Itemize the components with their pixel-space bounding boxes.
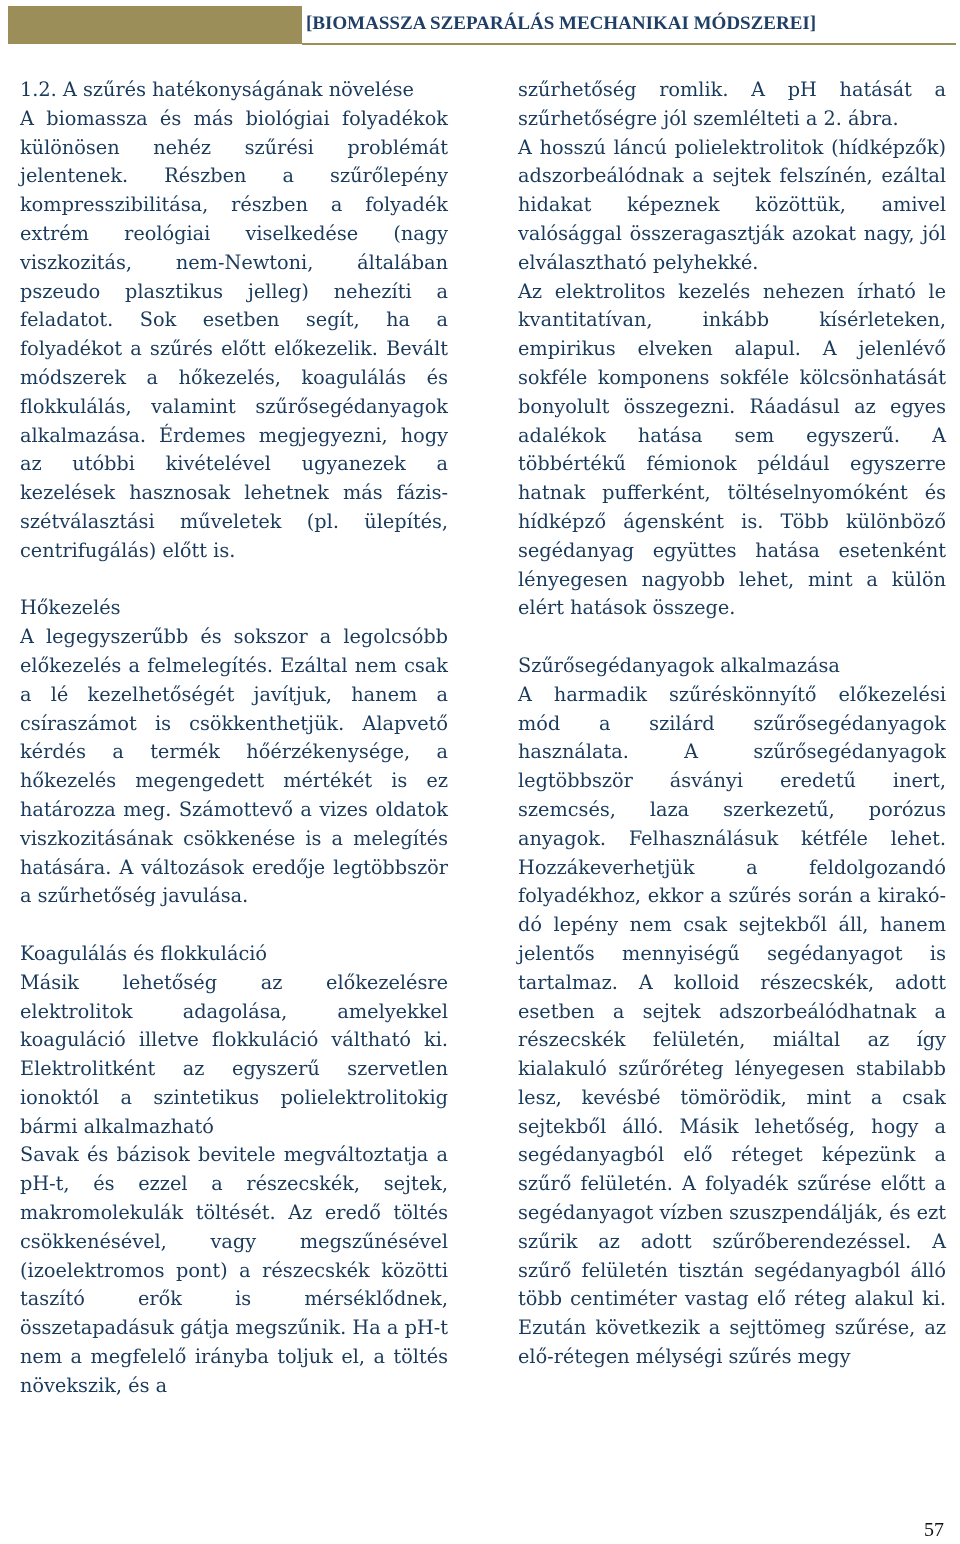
coagulation-paragraph-1: Másik lehetőség az előkezelésre elektrolitok adagolása, amelyekkel koaguláció illetve flokkuláció váltható ki. Elektrolitként az egyszerű szervetlen ionoktól a szintetikus polielektrolitokig bármi alkalmazható (20, 970, 448, 1138)
paragraph-spacer (20, 566, 448, 595)
running-header-title: [BIOMASSZA SZEPARÁLÁS MECHANIKAI MÓDSZEREI] (306, 13, 817, 34)
paragraph-spacer (20, 911, 448, 940)
right-column (518, 76, 946, 1372)
heat-treatment-paragraph: A legegyszerűbb és sokszor a legolcsóbb előkezelés a felmelegítés. Ezáltal nem csak a lé kezelhetőségét javítjuk, hanem a csíraszámot is csökkenthetjük. Alapvető kérdés a termék hőérzékenysége, a hőkezelés megengedett mértékét is ez határozza meg. Számottevő a vizes oldatok viszkozitásának csökkenése is a melegítés hatására. A változások eredője legtöbbször a szűrhetőség javulása. (20, 625, 448, 908)
intro-paragraph: A biomassza és más biológiai folyadékok különösen nehéz szűrési problémát jelentenek. Részben a szűrőlepény kompresszibilitása, részben a folyadék extrém reológiai viselkedése (nagy viszkozitás, nem-Newtoni, általában pszeudo plasztikus jelleg) nehezíti a feladatot. Sok esetben segít, ha a folyadékot a szűrés előtt előkezelik. Bevált módszerek a hőkezelés, koagulálás és flokkulálás, valamint szűrősegédanyagok alkalmazása. Érdemes megjegyezni, hogy az utóbbi kivételével ugyanezek a kezelések hasznosak lehetnek más fázis-szétválasztási műveletek (pl. ülepítés, centrifugálás) előtt is. (20, 106, 448, 562)
left-column (20, 76, 448, 1401)
coagulation-paragraph-2: Savak és bázisok bevitele megváltoztatja a pH-t, és ezzel a részecskék, sejtek, makromolekulák töltését. Az eredő töltés csökkenésével, vagy megszűnésével (izoelektromos pont) a részecskék közötti taszító erők is mérséklődnek, összetapadásuk gátja megszűnik. Ha a pH-t nem a megfelelő irányba toljuk el, a töltés növekszik, és a (20, 1143, 448, 1397)
paragraph-spacer (518, 623, 946, 652)
filter-aid-heading: Szűrősegédanyagok alkalmazása (518, 653, 840, 677)
page-number: 57 (924, 1519, 944, 1541)
header-accent-bar (8, 6, 302, 44)
polyelectrolyte-paragraph: A hosszú láncú polielektrolitok (hídképzők) adszorbeálódnak a sejtek felszínén, ezáltal hidakat képeznek közöttük, amivel valósággal összeragasztják azokat nagy, jól elválasztható pelyhekké. (518, 135, 946, 274)
coagulation-heading: Koagulálás és flokkuláció (20, 941, 268, 965)
filter-aid-paragraph: A harmadik szűréskönnyítő előkezelési mód a szilárd szűrősegédanyagok használata. A szűrősegédanyagok legtöbbször ásványi eredetű inert, szemcsés, laza szerkezetű, porózus anyagok. Felhasználásuk kétféle lehet. Hozzákeverhetjük a feldolgozandó folyadékhoz, ekkor a szűrés során a kirakó-dó lepény nem csak sejtekből áll, hanem jelentős mennyiségű segédanyagot is tartalmaz. A kolloid részecskék, adott esetben a sejtek adszorbeálódhatnak a részecskék felületén, miáltal az így kialakuló szűrőréteg lényegesen stabilabb lesz, kevésbé tömörödik, mint a csak sejtekből álló. Másik lehetőség, hogy a segédanyagból elő réteget képezünk a szűrő felületén. A folyadék szűrése előtt a segédanyagot vízben szuszpendálják, és ezt szűrik az adott szűrőberendezéssel. A szűrő felületén tisztán segédanyagból álló több centiméter vastag elő réteg alakul ki. Ezután következik a sejttömeg szűrése, az elő-rétegen mélységi szűrés megy (518, 682, 946, 1369)
header-underline (302, 43, 956, 45)
electrolyte-treatment-paragraph: Az elektrolitos kezelés nehezen írható le kvantitatívan, inkább kísérleteken, empirikus elveken alapul. A jelenlévő sokféle komponens sokféle kölcsönhatását bonyolult összegezni. Ráadásul az egyes adalékok hatása sem egyszerű. A többértékű fémionok például egyszerre hatnak pufferként, töltéselnyomóként és hídképző ágensként is. Több különböző segédanyag együttes hatása esetenként lényegesen nagyobb lehet, mint a külön elért hatások összege. (518, 279, 946, 620)
heat-treatment-heading: Hőkezelés (20, 596, 121, 620)
ph-effect-paragraph: szűrhetőség romlik. A pH hatását a szűrhetőségre jól szemlélteti a 2. ábra. (518, 78, 946, 130)
section-title: 1.2. A szűrés hatékonyságának növelése (20, 78, 414, 101)
